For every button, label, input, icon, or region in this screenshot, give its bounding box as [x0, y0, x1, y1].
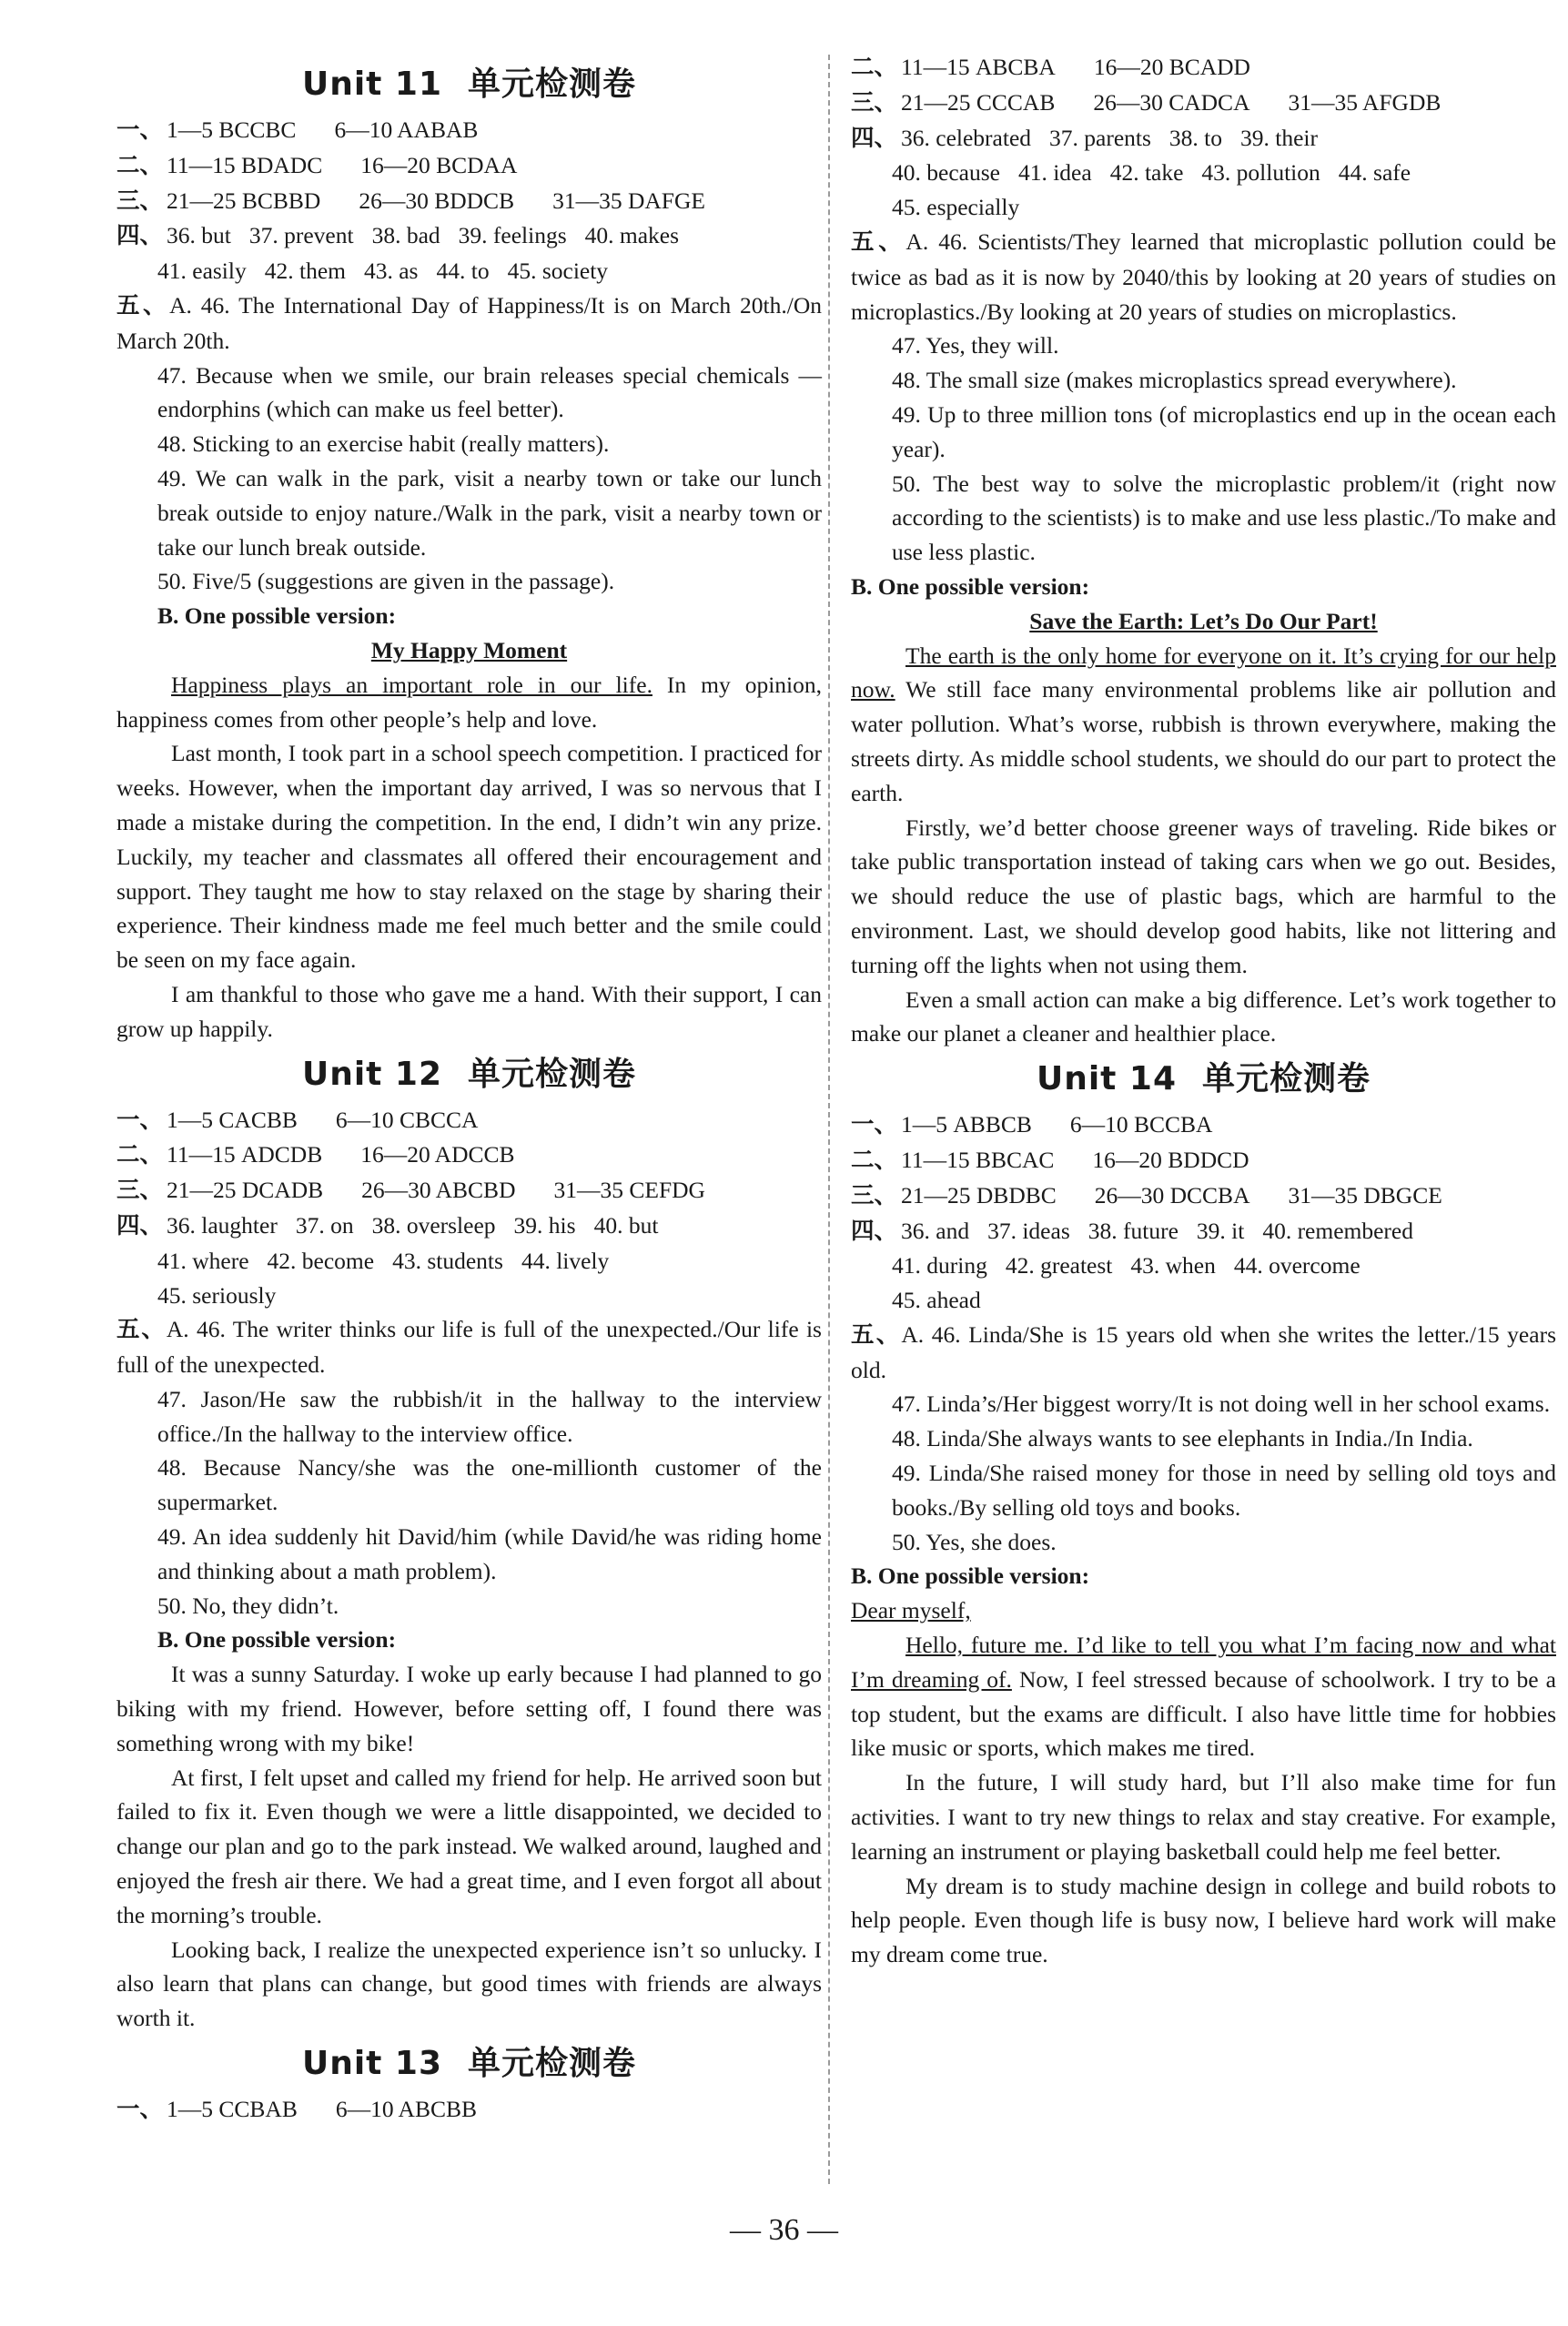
unit11-version-label: B. One possible version:	[157, 602, 397, 630]
unit13-q46: 五、A. 46. Scientists/They learned that microplastic pollution could be twice as bad as it is now by 2040/this by looking at 20 years of studies on microplastics./By looking at 20 years of studies on microplastics.	[851, 228, 1556, 325]
unit14-essay-p1: Hello, future me. I’d like to tell you what I’m facing now and what I’m dreaming of. Now, I feel stressed because of schoolwork. I try to be a top student, but the exams are difficult. I also have little time for hobbies like music or sports, which makes me tired.	[851, 1632, 1556, 1762]
unit14-essay-p3: My dream is to study machine design in college and build robots to help people. Even though life is busy now, I believe hard work will make my dream come true.	[851, 1872, 1556, 1968]
unit13-section4-line2: 40. because 41. idea 42. take 43. pollution 44. safe	[892, 159, 1411, 187]
unit11-section4: 四、 36. but 37. prevent 38. bad 39. feelings 40. makes	[116, 222, 680, 250]
unit11-q47: 47. Because when we smile, our brain releases special chemicals — endorphins (which can make us feel better).	[157, 361, 822, 423]
left-column	[116, 56, 822, 2128]
unit13-version-label: B. One possible version:	[851, 572, 1090, 600]
unit11-section3: 三、 21—25 BCBBD 26—30 BDDCB 31—35 DAFGE	[116, 187, 705, 215]
unit13-section1: 一、 1—5 CCBAB 6—10 ABCBB	[116, 2096, 478, 2124]
unit14-salutation: Dear myself,	[851, 1597, 971, 1624]
unit13-title: Unit 13 单元检测卷	[301, 2045, 637, 2083]
unit13-q49: 49. Up to three million tons (of microplastics end up in the ocean each year).	[892, 400, 1556, 462]
unit14-q46: 五、A. 46. Linda/She is 15 years old when she writes the letter./15 years old.	[851, 1320, 1556, 1383]
unit14-q48: 48. Linda/She always wants to see elephants in India./In India.	[892, 1425, 1473, 1452]
unit12-section2: 二、 11—15 ADCDB 16—20 ADCCB	[116, 1141, 515, 1169]
unit14-section4: 四、 36. and 37. ideas 38. future 39. it 40. remembered	[851, 1217, 1413, 1245]
unit13-q47: 47. Yes, they will.	[892, 332, 1059, 359]
unit14-q47: 47. Linda’s/Her biggest worry/It is not doing well in her school exams.	[892, 1391, 1551, 1418]
unit13-essay-p2: Firstly, we’d better choose greener ways of traveling. Ride bikes or take public transportation instead of taking cars when we go out. Besides, we should reduce the use of plastic bags, which are harmful to the environment. Last, we should develop good habits, like not littering and turning off the lights when not using them.	[851, 814, 1556, 978]
unit12-section1: 一、 1—5 CACBB 6—10 CBCCA	[116, 1106, 479, 1134]
unit11-q48: 48. Sticking to an exercise habit (really matters).	[157, 430, 610, 458]
unit12-section4-line2: 41. where 42. become 43. students 44. lively	[157, 1247, 610, 1274]
unit13-section3: 三、 21—25 CCCAB 26—30 CADCA 31—35 AFGDB	[851, 88, 1442, 116]
unit12-q46: 五、A. 46. The writer thinks our life is full of the unexpected./Our life is full of the unexpected.	[116, 1316, 822, 1379]
unit14-section4-line3: 45. ahead	[892, 1287, 981, 1314]
unit13-essay-title: Save the Earth: Let’s Do Our Part!	[1029, 607, 1378, 634]
unit12-q47: 47. Jason/He saw the rubbish/it in the hallway to the interview office./In the hallway to the interview office.	[157, 1385, 822, 1447]
unit12-essay-p1: It was a sunny Saturday. I woke up early because I had planned to go biking with my friend. However, before setting off, I found there was something wrong with my bike!	[116, 1661, 822, 1756]
unit13-section4-line3: 45. especially	[892, 194, 1020, 221]
unit11-essay-p1: Happiness plays an important role in our life. In my opinion, happiness comes from other people’s help and love.	[116, 671, 823, 733]
unit11-title: Unit 11 单元检测卷	[301, 66, 637, 103]
page-number: — 36 —	[730, 2213, 838, 2247]
unit14-title: Unit 14 单元检测卷	[1036, 1060, 1371, 1098]
unit13-section4: 四、 36. celebrated 37. parents 38. to 39. their	[851, 124, 1318, 152]
unit12-essay-p3: Looking back, I realize the unexpected experience isn’t so unlucky. I also learn that plans can change, but good times with friends are always worth it.	[116, 1936, 822, 2032]
unit14-q49: 49. Linda/She raised money for those in need by selling old toys and books./By selling old toys and books.	[892, 1460, 1556, 1521]
unit14-section2: 二、 11—15 BBCAC 16—20 BDDCD	[851, 1146, 1249, 1174]
unit11-q50: 50. Five/5 (suggestions are given in the passage).	[157, 568, 615, 595]
unit11-essay-p2: Last month, I took part in a school speech competition. I practiced for weeks. However, when the important day arrived, I was so nervous that I made a mistake during the competition. In the end, I didn’t win any prize. Luckily, my teacher and classmates all offered their encouragement and support. They taught me how to stay relaxed on the stage by sharing their experience. Their kindness made me feel much better and the smile could be seen on my face again.	[116, 740, 822, 974]
unit14-q50: 50. Yes, she does.	[892, 1528, 1057, 1555]
unit11-section4-line2: 41. easily 42. them 43. as 44. to 45. society	[157, 258, 609, 285]
unit11-section1: 一、 1—5 BCCBC 6—10 AABAB	[116, 116, 479, 144]
unit12-version-label: B. One possible version:	[157, 1626, 397, 1653]
unit11-section2: 二、 11—15 BDADC 16—20 BCDAA	[116, 151, 518, 179]
right-column	[851, 50, 1556, 1972]
unit14-essay-p2: In the future, I will study hard, but I’ll also make time for fun activities. I want to try new things to relax and stay creative. For example, learning an instrument or playing basketball could help me feel better.	[851, 1769, 1556, 1865]
unit12-section3: 三、 21—25 DCADB 26—30 ABCBD 31—35 CEFDG	[116, 1177, 705, 1205]
unit14-section4-line2: 41. during 42. greatest 43. when 44. overcome	[892, 1252, 1361, 1279]
unit14-version-label: B. One possible version:	[851, 1562, 1090, 1590]
unit12-title: Unit 12 单元检测卷	[301, 1055, 637, 1093]
unit13-q50: 50. The best way to solve the microplastic problem/it (right now according to the scientists) is to make and use less plastic./To make and use less plastic.	[892, 470, 1556, 566]
unit11-essay-p3: I am thankful to those who gave me a hand. With their support, I can grow up happily.	[116, 980, 822, 1042]
unit14-section1: 一、 1—5 ABBCB 6—10 BCCBA	[851, 1111, 1213, 1139]
unit12-q50: 50. No, they didn’t.	[157, 1592, 339, 1619]
unit12-q49: 49. An idea suddenly hit David/him (while David/he was riding home and thinking about a math problem).	[157, 1523, 822, 1584]
unit11-q49: 49. We can walk in the park, visit a nearby town or take our lunch break outside to enjoy nature./Walk in the park, visit a nearby town or take our lunch break outside.	[157, 464, 822, 561]
unit13-essay-p1: The earth is the only home for everyone on it. It’s crying for our help now. We still face many environmental problems like air pollution and water pollution. What’s worse, rubbish is thrown everywhere, making the streets dirty. As middle school students, we should do our part to protect the earth.	[851, 642, 1556, 806]
unit12-q48: 48. Because Nancy/she was the one-millionth customer of the supermarket.	[157, 1454, 822, 1516]
unit12-section4: 四、 36. laughter 37. on 38. oversleep 39. his 40. but	[116, 1211, 659, 1239]
unit13-q48: 48. The small size (makes microplastics spread everywhere).	[892, 367, 1457, 394]
column-divider	[828, 55, 830, 2184]
unit13-section2: 二、 11—15 ABCBA 16—20 BCADD	[851, 54, 1250, 81]
unit14-section3: 三、 21—25 DBDBC 26—30 DCCBA 31—35 DBGCE	[851, 1181, 1442, 1209]
unit12-essay-p2: At first, I felt upset and called my friend for help. He arrived soon but failed to fix it. Even though we were a little disappointed, we decided to change our plan and go to the park instead. We walked around, laughed and enjoyed the fresh air there. We had a great time, and I even forgot all about the morning’s trouble.	[116, 1764, 822, 1928]
unit13-essay-p3: Even a small action can make a big difference. Let’s work together to make our planet a cleaner and healthier place.	[851, 986, 1556, 1047]
unit11-q46: 五、A. 46. The International Day of Happiness/It is on March 20th./On March 20th.	[116, 291, 822, 354]
unit12-section4-line3: 45. seriously	[157, 1281, 277, 1309]
unit11-essay-title: My Happy Moment	[370, 636, 568, 663]
